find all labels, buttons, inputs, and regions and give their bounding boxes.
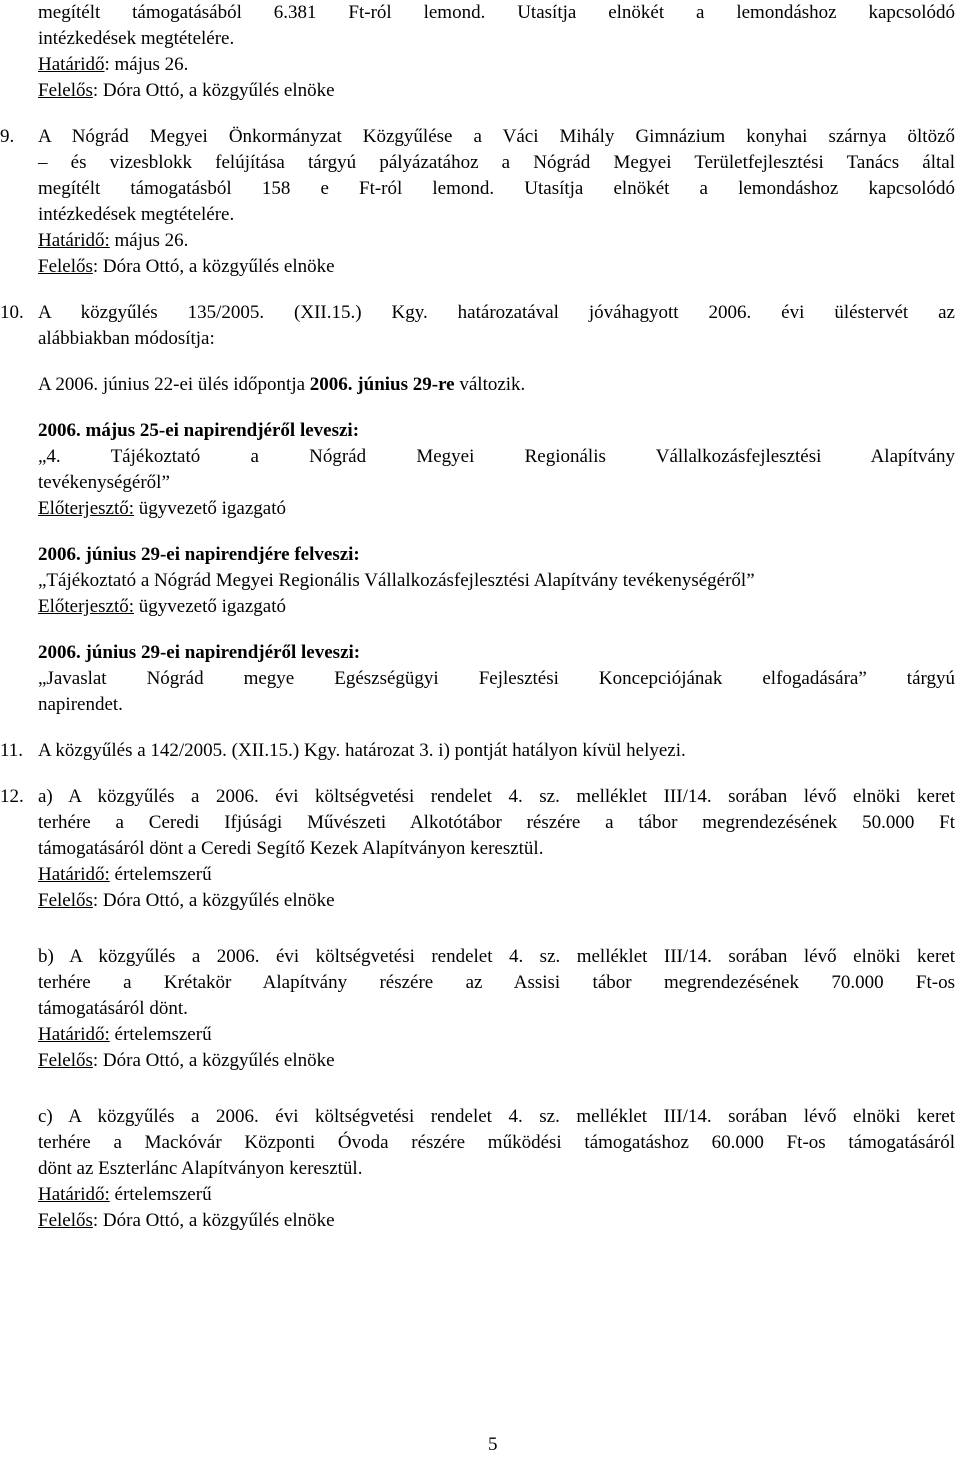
deadline-value: : május 26. xyxy=(104,54,189,75)
presenter-line xyxy=(38,496,286,523)
paragraph-line: „Javaslat Nógrád megye Egészségügyi Fejlesztési Koncepciójának elfogadására” tárgyú xyxy=(38,668,955,689)
section-title: 2006. június 29-ei napirendjéről leveszi: xyxy=(38,642,361,663)
change-line xyxy=(38,372,525,399)
deadline-value: május 26. xyxy=(109,230,189,251)
paragraph-line: „4. Tájékoztató a Nógrád Megyei Regionális Vállalkozásfejlesztési Alapítvány xyxy=(38,446,955,467)
paragraph-line: terhére a Krétakör Alapítvány részére az Assisi tábor megrendezésének 70.000 Ft-os xyxy=(38,972,955,993)
responsible-label: Felelős xyxy=(38,890,93,911)
paragraph-line: terhére a Ceredi Ifjúsági Művészeti Alkotótábor részére a tábor megrendezésének 50.000 Ft xyxy=(38,812,955,833)
paragraph-line: A Nógrád Megyei Önkormányzat Közgyűlése a Váci Mihály Gimnázium konyhai szárnya öltöző xyxy=(38,126,955,147)
deadline-label: Határidő xyxy=(38,54,105,75)
paragraph-line: intézkedések megtételére. xyxy=(38,204,235,225)
paragraph-line: alábbiakban módosítja: xyxy=(38,328,215,349)
deadline-label: Határidő: xyxy=(38,1184,110,1205)
paragraph-line: dönt az Eszterlánc Alapítványon keresztül. xyxy=(38,1158,363,1179)
item-number: 10. xyxy=(0,302,24,323)
deadline-label: Határidő: xyxy=(38,1024,110,1045)
deadline-line xyxy=(38,1022,212,1049)
paragraph-line: támogatásáról dönt. xyxy=(38,998,188,1019)
item-number: 9. xyxy=(0,126,15,147)
paragraph-line: A közgyűlés a 142/2005. (XII.15.) Kgy. határozat 3. i) pontját hatályon kívül helyezi. xyxy=(38,740,686,761)
responsible-value: : Dóra Ottó, a közgyűlés elnöke xyxy=(92,80,335,101)
paragraph-line: tevékenységéről” xyxy=(38,472,170,493)
item-number: 12. xyxy=(0,786,24,807)
deadline-line xyxy=(38,1182,212,1209)
paragraph-line: – és vizesblokk felújítása tárgyú pályázatához a Nógrád Megyei Területfejlesztési Tanács által xyxy=(38,152,955,173)
responsible-label: Felelős xyxy=(38,1050,93,1071)
item-number: 11. xyxy=(0,740,24,761)
presenter-line xyxy=(38,594,286,621)
paragraph-line: A közgyűlés 135/2005. (XII.15.) Kgy. határozatával jóváhagyott 2006. évi üléstervét az xyxy=(38,302,955,323)
section-title: 2006. május 25-ei napirendjéről leveszi: xyxy=(38,420,360,441)
paragraph-line: támogatásáról dönt a Ceredi Segítő Kezek Alapítványon keresztül. xyxy=(38,838,544,859)
paragraph-line: intézkedések megtételére. xyxy=(38,28,235,49)
deadline-label: Határidő: xyxy=(38,864,110,885)
paragraph-line: megítélt támogatásából 6.381 Ft-ról lemond. Utasítja elnökét a lemondáshoz kapcsolódó xyxy=(38,2,955,23)
page-number: 5 xyxy=(488,1434,498,1455)
section-title: 2006. június 29-ei napirendjére felveszi: xyxy=(38,544,360,565)
responsible-line xyxy=(38,888,335,915)
deadline-value: értelemszerű xyxy=(109,864,212,885)
presenter-label: Előterjesztő: xyxy=(38,498,135,519)
responsible-line xyxy=(38,1048,335,1075)
presenter-value: ügyvezető igazgató xyxy=(134,596,286,617)
paragraph-line: napirendet. xyxy=(38,694,123,715)
paragraph-line: megítélt támogatásból 158 e Ft-ról lemond. Utasítja elnökét a lemondáshoz kapcsolódó xyxy=(38,178,955,199)
responsible-value: : Dóra Ottó, a közgyűlés elnöke xyxy=(92,1210,335,1231)
deadline-value: értelemszerű xyxy=(109,1184,212,1205)
change-text: változik. xyxy=(454,374,526,395)
responsible-line xyxy=(38,1208,335,1235)
presenter-value: ügyvezető igazgató xyxy=(134,498,286,519)
deadline-label: Határidő: xyxy=(38,230,110,251)
responsible-line xyxy=(38,78,335,105)
responsible-label: Felelős xyxy=(38,1210,93,1231)
paragraph-line: „Tájékoztató a Nógrád Megyei Regionális Vállalkozásfejlesztési Alapítvány tevékenységéről” xyxy=(38,570,755,591)
paragraph-line: b) A közgyűlés a 2006. évi költségvetési rendelet 4. sz. melléklet III/14. sorában lévő elnöki keret xyxy=(38,946,955,967)
change-date: 2006. június 29-re xyxy=(309,374,455,395)
deadline-line xyxy=(38,862,212,889)
deadline-line xyxy=(38,228,188,255)
responsible-label: Felelős xyxy=(38,256,93,277)
change-text: A 2006. június 22-ei ülés időpontja xyxy=(38,374,310,395)
paragraph-line: c) A közgyűlés a 2006. évi költségvetési rendelet 4. sz. melléklet III/14. sorában lévő elnöki keret xyxy=(38,1106,955,1127)
paragraph-line: terhére a Mackóvár Központi Óvoda részére működési támogatáshoz 60.000 Ft-os támogatásáról xyxy=(38,1132,955,1153)
responsible-value: : Dóra Ottó, a közgyűlés elnöke xyxy=(92,890,335,911)
paragraph-line: a) A közgyűlés a 2006. évi költségvetési rendelet 4. sz. melléklet III/14. sorában lévő elnöki keret xyxy=(38,786,955,807)
responsible-value: : Dóra Ottó, a közgyűlés elnöke xyxy=(92,256,335,277)
responsible-label: Felelős xyxy=(38,80,93,101)
responsible-line xyxy=(38,254,335,281)
presenter-label: Előterjesztő: xyxy=(38,596,135,617)
responsible-value: : Dóra Ottó, a közgyűlés elnöke xyxy=(92,1050,335,1071)
deadline-value: értelemszerű xyxy=(109,1024,212,1045)
deadline-line xyxy=(38,52,188,79)
